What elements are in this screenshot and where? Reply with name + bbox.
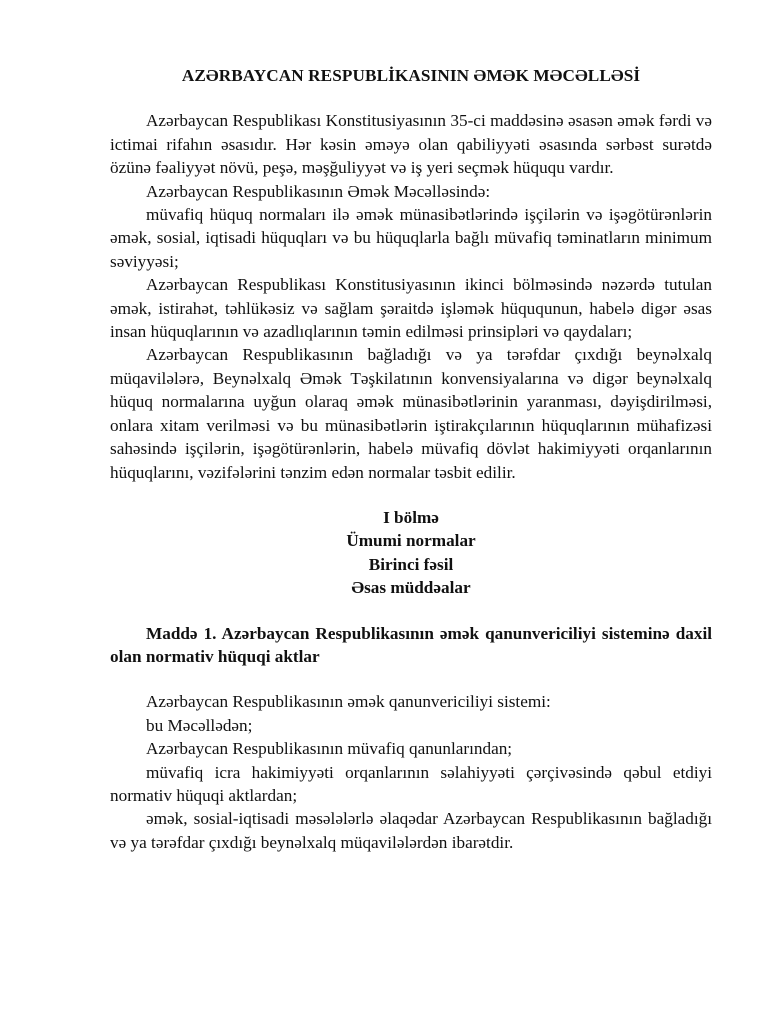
preamble-paragraph: Azərbaycan Respublikasının Əmək Məcəlləsində: [146,181,491,201]
preamble-paragraph: Azərbaycan Respublikası Konstitusiyasının ikinci bölməsində nəzərdə tutulan əmək, istirahət, təhlükəsiz və sağlam şəraitdə işləmək hüququnun, habelə digər əsas insan hüquqlarının və azadlıqlarının təmin edilməsi prinsipləri və qaydaları; [110,275,712,342]
article-paragraph: Azərbaycan Respublikasının əmək qanunvericiliyi sistemi: [146,692,551,712]
article-paragraph: müvafiq icra hakimiyyəti orqanlarının səlahiyyəti çərçivəsində qəbul etdiyi normativ hüquqi aktlardan; [110,762,712,805]
article-paragraph: bu Məcəllədən; [146,715,253,735]
section-heading-block [110,506,712,600]
preamble-paragraph: müvafiq hüquq normaları ilə əmək münasibətlərində işçilərin və işəgötürənlərin əmək, sosial, iqtisadi hüquqları və bu hüquqlarla bağlı müvafiq təminatların minimum səviyyəsi; [110,205,712,271]
chapter-title: Əsas müddəalar [351,578,471,598]
preamble-paragraph: Azərbaycan Respublikasının bağladığı və ya tərəfdar çıxdığı beynəlxalq müqavilələrə, Beynəlxalq Əmək Təşkilatının konvensiyalarına və digər beynəlxalq hüquq normalarına uyğun olaraq əmək münasibətlərinin yaranması, dəyişdirilməsi, onlara xitam verilməsi və bu münasibətlərin iştirakçılarının hüquqlarının mühafizəsi sahəsində işçilərin, işəgötürənlərin, habelə müvafiq dövlət hakimiyyəti orqanlarının hüquqlarını, vəzifələrini tənzim edən normalar təsbit edilir. [110,345,712,482]
document-page [110,64,712,854]
article-paragraph: Azərbaycan Respublikasının müvafiq qanunlarından; [146,739,513,759]
article-paragraph: əmək, sosial-iqtisadi məsələlərlə əlaqədar Azərbaycan Respublikasının bağladığı və ya tərəfdar çıxdığı beynəlxalq müqavilələrdən ibarətdir. [110,809,712,852]
article-heading: Maddə 1. Azərbaycan Respublikasının əmək qanunvericiliyi sisteminə daxil olan normativ hüquqi aktlar [110,623,712,666]
chapter-number: Birinci fəsil [368,554,454,574]
document-title: AZƏRBAYCAN RESPUBLİKASININ ƏMƏK MƏCƏLLƏSİ [181,66,641,85]
part-number: I bölmə [383,507,439,527]
spacer [110,668,712,690]
preamble-paragraph: Azərbaycan Respublikası Konstitusiyasının 35-ci maddəsinə əsasən əmək fərdi və ictimai rifahın əsasıdır. Hər kəsin əməyə olan qabiliyyəti əsasında sərbəst surətdə özünə fəaliyyət növü, peşə, məşğuliyyət və iş yeri seçmək hüququ vardır. [110,111,712,178]
part-title: Ümumi normalar [346,531,476,551]
